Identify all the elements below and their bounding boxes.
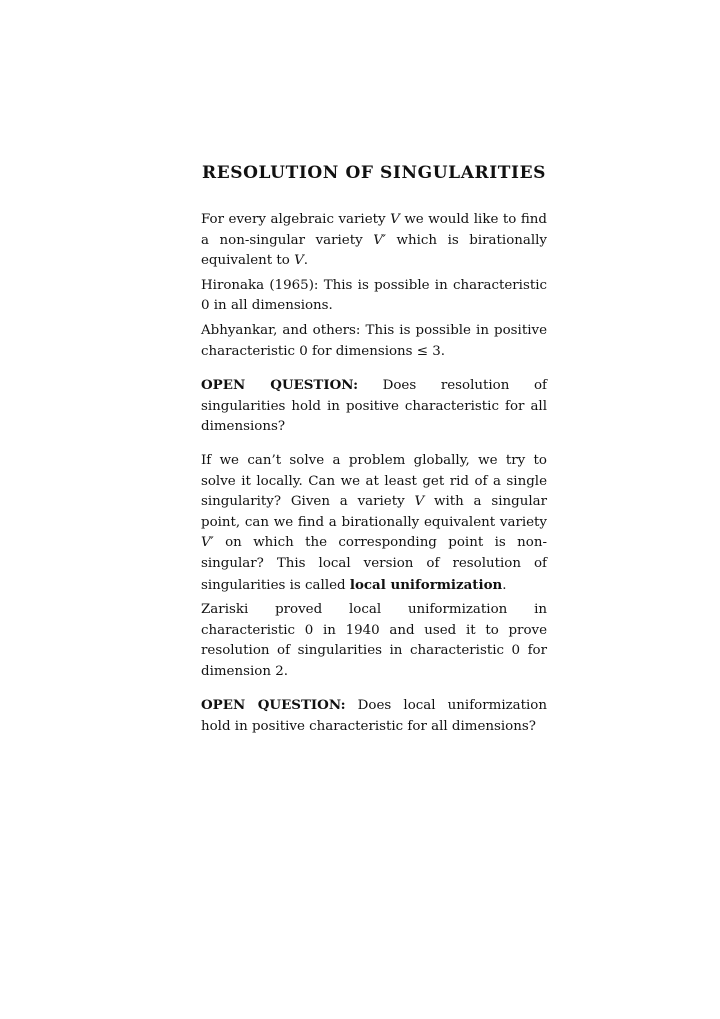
open-question-label: OPEN QUESTION: — [201, 377, 359, 394]
intro-paragraph: For every algebraic variety V we would like to find a non-singular variety V′ which is birationally equivalent to V. — [201, 212, 547, 269]
variable-v: V — [414, 494, 425, 510]
zariski-paragraph: Zariski proved local uniformization in characteristic 0 in 1940 and used it to prove resolution of singularities in characteristic 0 for dimension 2. — [201, 602, 547, 679]
variable-v-prime: V′ — [201, 535, 214, 551]
local-paragraph: If we can’t solve a problem globally, we try to solve it locally. Can we at least get rid of a single singularity? Given a variety V with a singular point, can we find a birationally equivalent variety V′ on which the corresponding point is non-singular? This local version of resolution of singularities is called local uniformization. — [201, 452, 547, 593]
variable-v-prime: V′ — [373, 232, 386, 248]
term-local-uniformization: local uniformization — [349, 576, 503, 593]
variable-v: V — [390, 212, 400, 227]
abhyankar-paragraph: Abhyankar, and others: This is possible in positive characteristic 0 for dimensions ≤ 3. — [201, 322, 547, 359]
document-page — [201, 162, 547, 738]
open-question-1: OPEN QUESTION: Does resolution of singularities hold in positive characteristic for all dimensions? — [201, 377, 547, 435]
variable-v: V — [294, 253, 304, 269]
open-question-label: OPEN QUESTION: — [201, 697, 346, 714]
page-title: RESOLUTION OF SINGULARITIES — [201, 163, 547, 183]
open-question-2: OPEN QUESTION: Does local uniformization hold in positive characteristic for all dimensions? — [201, 697, 547, 735]
hironaka-paragraph: Hironaka (1965): This is possible in characteristic 0 in all dimensions. — [201, 277, 547, 314]
